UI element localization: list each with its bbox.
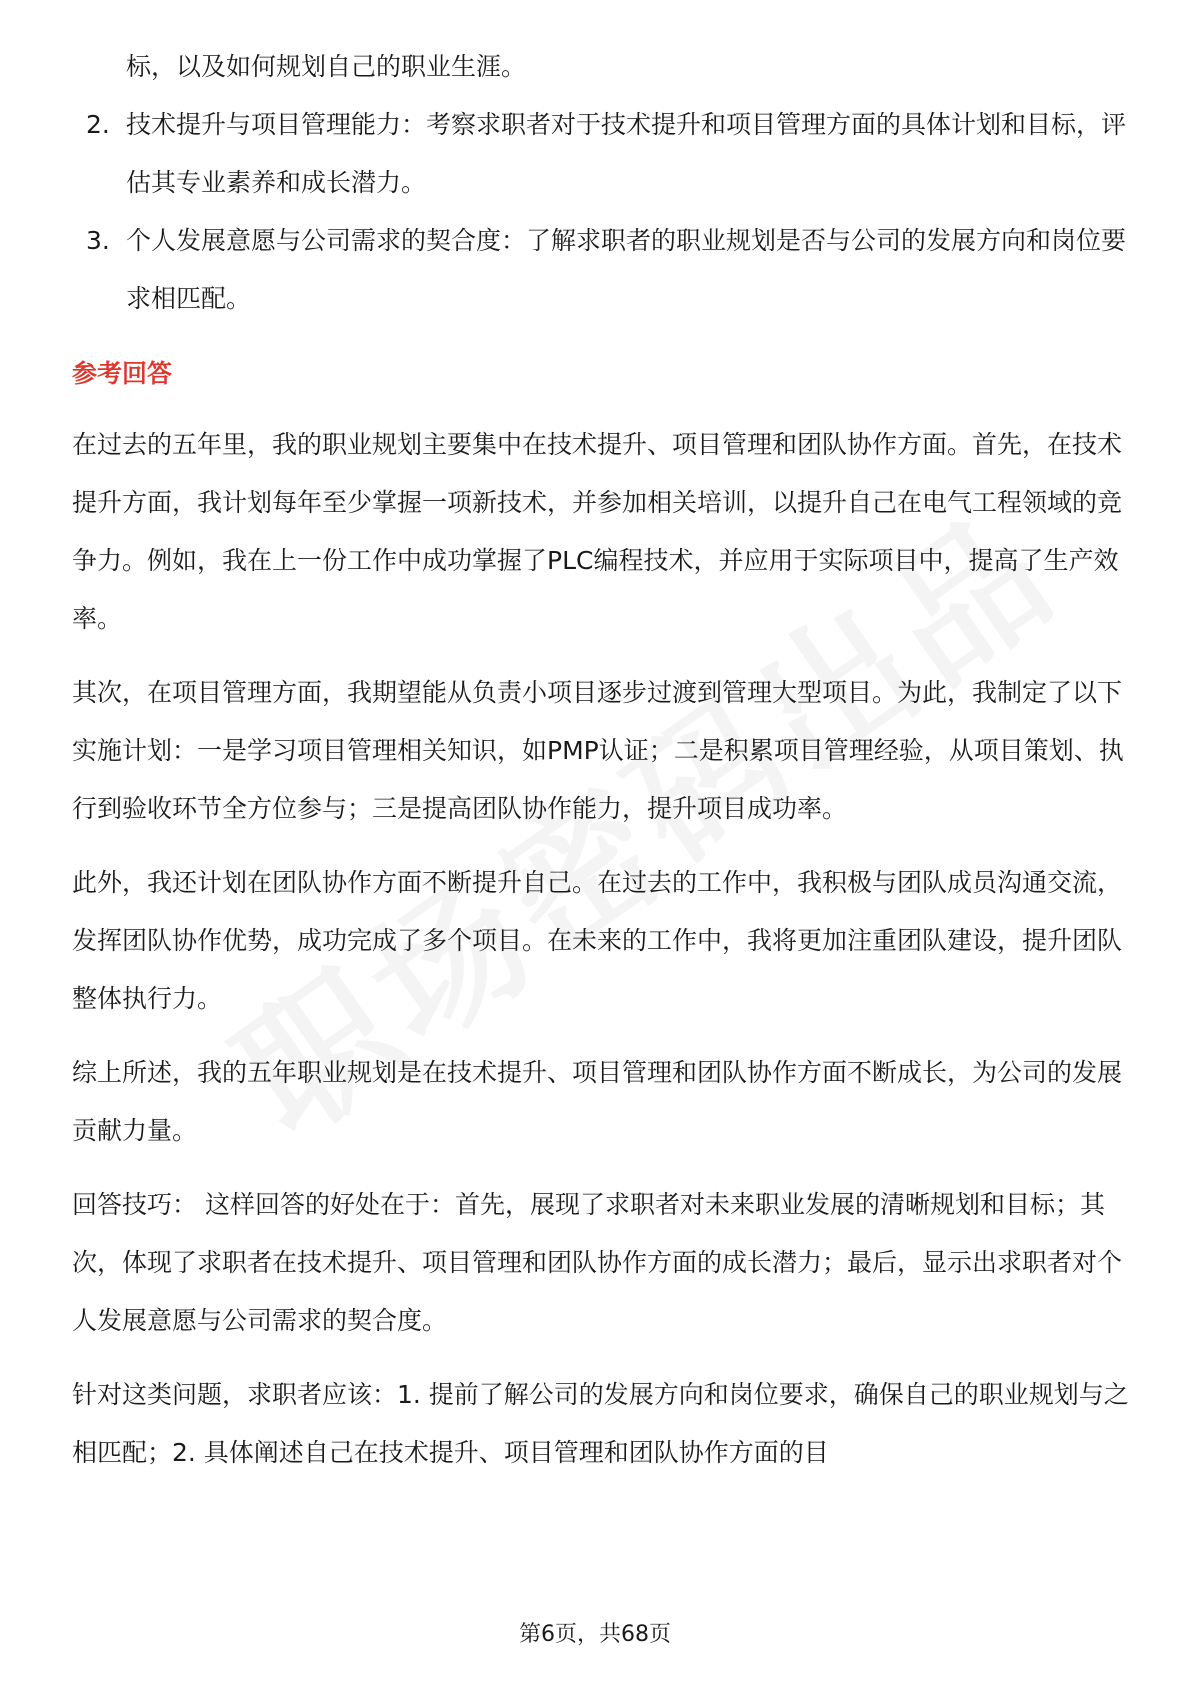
paragraph-3: 此外，我还计划在团队协作方面不断提升自己。在过去的工作中，我积极与团队成员沟通交流，发挥团队协作优势，成功完成了多个项目。在未来的工作中，我将更加注重团队建设，提升团队整体执行力。 — [72, 868, 1123, 1013]
list-item-text: 个人发展意愿与公司需求的契合度：了解求职者的职业规划是否与公司的发展方向和岗位要求相匹配。 — [126, 226, 1127, 313]
paragraph-4: 综上所述，我的五年职业规划是在技术提升、项目管理和团队协作方面不断成长，为公司的发展贡献力量。 — [72, 1058, 1123, 1145]
list-item-1-continuation: 标，以及如何规划自己的职业生涯。 — [126, 52, 527, 81]
paragraph-2: 其次，在项目管理方面，我期望能从负责小项目逐步过渡到管理大型项目。为此，我制定了以下实施计划：一是学习项目管理相关知识，如PMP认证；二是积累项目管理经验，从项目策划、执行到验收环节全方位参与；三是提高团队协作能力，提升项目成功率。 — [72, 678, 1124, 823]
paragraph-1: 在过去的五年里，我的职业规划主要集中在技术提升、项目管理和团队协作方面。首先，在技术提升方面，我计划每年至少掌握一项新技术，并参加相关培训，以提升自己在电气工程领域的竞争力。例如，我在上一份工作中成功掌握了PLC编程技术，并应用于实际项目中，提高了生产效率。 — [72, 430, 1123, 633]
list-number: 2. — [86, 110, 110, 139]
list-item-text: 技术提升与项目管理能力：考察求职者对于技术提升和项目管理方面的具体计划和目标，评估其专业素养和成长潜力。 — [126, 110, 1127, 197]
list-number: 3. — [86, 226, 110, 255]
section-heading: 参考回答 — [72, 359, 173, 388]
answer-tips-paragraph: 回答技巧： 这样回答的好处在于：首先，展现了求职者对未来职业发展的清晰规划和目标；其次，体现了求职者在技术提升、项目管理和团队协作方面的成长潜力；最后，显示出求职者对个人发展意愿与公司需求的契合度。 — [72, 1190, 1123, 1335]
page-content — [72, 38, 1132, 1482]
list-item-2 — [72, 96, 1132, 212]
list-item-3 — [72, 212, 1132, 328]
page-number-footer: 第6页，共68页 — [519, 1622, 671, 1647]
advice-paragraph: 针对这类问题，求职者应该：1. 提前了解公司的发展方向和岗位要求，确保自己的职业规划与之相匹配；2. 具体阐述自己在技术提升、项目管理和团队协作方面的目 — [72, 1380, 1129, 1467]
